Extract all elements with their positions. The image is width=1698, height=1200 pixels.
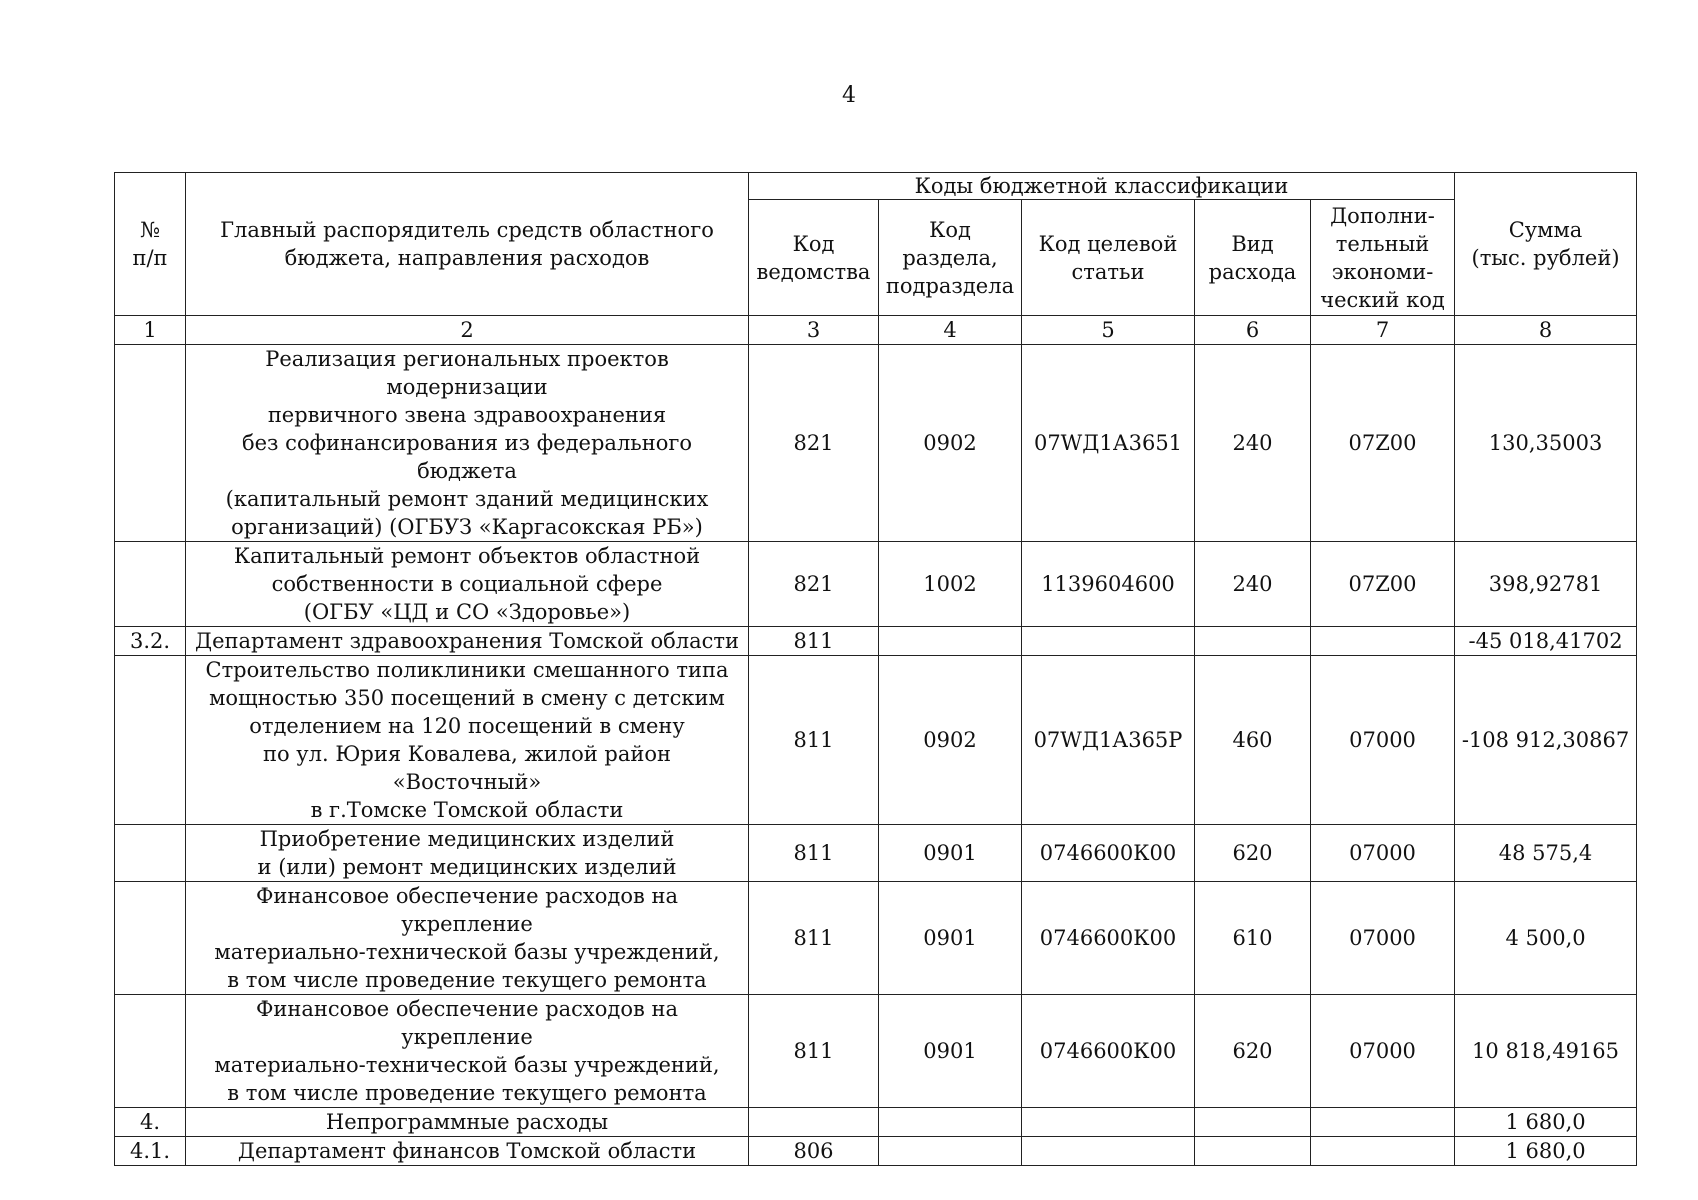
- cell-dept: 811: [749, 627, 879, 656]
- cell-sum: -108 912,30867: [1455, 656, 1637, 825]
- cell-no: [115, 542, 186, 627]
- header-dept-label: Код ведомства: [756, 231, 871, 284]
- cell-dept: 811: [749, 656, 879, 825]
- cell-sum: 4 500,0: [1455, 882, 1637, 995]
- cell-target: 07WД1А3651: [1022, 345, 1195, 542]
- table-row: [115, 656, 1637, 825]
- header-section-label: Код раздела, подраздела: [885, 217, 1015, 298]
- table-row: [115, 1108, 1637, 1137]
- cell-dept: 821: [749, 345, 879, 542]
- header-extra-label: Дополни- тельный экономи- ческий код: [1320, 203, 1445, 312]
- header-name-label: Главный распорядитель средств областного бюджета, направления расходов: [220, 218, 714, 270]
- cell-target: [1022, 627, 1195, 656]
- cell-section: 0901: [879, 995, 1022, 1108]
- column-number: 7: [1311, 316, 1455, 345]
- cell-no: [115, 656, 186, 825]
- cell-type: 610: [1195, 882, 1311, 995]
- column-number: 4: [879, 316, 1022, 345]
- cell-dept: [749, 1108, 879, 1137]
- cell-name: Департамент финансов Томской области: [186, 1137, 749, 1166]
- cell-extra: [1311, 1108, 1455, 1137]
- cell-section: 0902: [879, 345, 1022, 542]
- cell-no: 4.: [115, 1108, 186, 1137]
- table-row: [115, 542, 1637, 627]
- cell-section: 0901: [879, 882, 1022, 995]
- column-number: 3: [749, 316, 879, 345]
- header-no-label: № п/п: [132, 218, 168, 270]
- column-number: 5: [1022, 316, 1195, 345]
- table-row: [115, 882, 1637, 995]
- header-codes-group-label: Коды бюджетной классификации: [914, 174, 1289, 199]
- cell-extra: [1311, 1137, 1455, 1166]
- cell-dept: 811: [749, 995, 879, 1108]
- column-number: 8: [1455, 316, 1637, 345]
- cell-type: [1195, 1108, 1311, 1137]
- cell-type: 240: [1195, 542, 1311, 627]
- header-section: [879, 200, 1022, 316]
- cell-extra: [1311, 627, 1455, 656]
- budget-table: [114, 172, 1637, 1166]
- header-row-top: [115, 173, 1637, 200]
- cell-name: Финансовое обеспечение расходов на укрепление материально-технической базы учреждений, в том числе проведение текущего ремонта: [186, 995, 749, 1108]
- cell-target: 0746600К00: [1022, 995, 1195, 1108]
- table-row: [115, 995, 1637, 1108]
- cell-no: 3.2.: [115, 627, 186, 656]
- cell-sum: 10 818,49165: [1455, 995, 1637, 1108]
- header-type: [1195, 200, 1311, 316]
- column-number: 1: [115, 316, 186, 345]
- cell-no: [115, 825, 186, 882]
- cell-name: Капитальный ремонт объектов областной собственности в социальной сфере (ОГБУ «ЦД и СО «Здоровье»): [186, 542, 749, 627]
- cell-section: [879, 1108, 1022, 1137]
- cell-type: [1195, 1137, 1311, 1166]
- cell-name: Приобретение медицинских изделий и (или) ремонт медицинских изделий: [186, 825, 749, 882]
- header-target: [1022, 200, 1195, 316]
- cell-name: Реализация региональных проектов модернизации первичного звена здравоохранения без софинансирования из федерального бюджета (капитальный ремонт зданий медицинских организаций) (ОГБУЗ «Каргасокская РБ»): [186, 345, 749, 542]
- cell-no: [115, 345, 186, 542]
- cell-dept: 821: [749, 542, 879, 627]
- table-row: [115, 825, 1637, 882]
- cell-section: 0902: [879, 656, 1022, 825]
- cell-type: [1195, 627, 1311, 656]
- header-extra: [1311, 200, 1455, 316]
- cell-dept: 806: [749, 1137, 879, 1166]
- cell-target: [1022, 1137, 1195, 1166]
- cell-extra: 07000: [1311, 882, 1455, 995]
- cell-type: 240: [1195, 345, 1311, 542]
- page-number: 4: [842, 83, 856, 108]
- cell-name: Департамент здравоохранения Томской области: [186, 627, 749, 656]
- header-sum-label: Сумма (тыс. рублей): [1471, 218, 1620, 270]
- cell-target: 07WД1А365Р: [1022, 656, 1195, 825]
- cell-section: [879, 1137, 1022, 1166]
- cell-section: 0901: [879, 825, 1022, 882]
- cell-extra: 07000: [1311, 825, 1455, 882]
- cell-extra: 07000: [1311, 656, 1455, 825]
- table-row: [115, 345, 1637, 542]
- table-body: [115, 173, 1637, 1166]
- cell-name: Финансовое обеспечение расходов на укрепление материально-технической базы учреждений, в том числе проведение текущего ремонта: [186, 882, 749, 995]
- cell-sum: 398,92781: [1455, 542, 1637, 627]
- cell-extra: 07000: [1311, 995, 1455, 1108]
- cell-type: 620: [1195, 825, 1311, 882]
- cell-sum: -45 018,41702: [1455, 627, 1637, 656]
- column-number: 2: [186, 316, 749, 345]
- cell-sum: 48 575,4: [1455, 825, 1637, 882]
- cell-extra: 07Z00: [1311, 345, 1455, 542]
- cell-target: 0746600К00: [1022, 825, 1195, 882]
- cell-dept: 811: [749, 882, 879, 995]
- header-dept: [749, 200, 879, 316]
- cell-dept: 811: [749, 825, 879, 882]
- header-codes-group: [749, 173, 1455, 200]
- header-name: [186, 173, 749, 316]
- cell-no: 4.1.: [115, 1137, 186, 1166]
- header-no: [115, 173, 186, 316]
- numbering-row: [115, 316, 1637, 345]
- header-sum: [1455, 173, 1637, 316]
- cell-sum: 1 680,0: [1455, 1108, 1637, 1137]
- cell-target: 0746600К00: [1022, 882, 1195, 995]
- cell-target: [1022, 1108, 1195, 1137]
- cell-type: 460: [1195, 656, 1311, 825]
- cell-section: 1002: [879, 542, 1022, 627]
- cell-name: Строительство поликлиники смешанного типа мощностью 350 посещений в смену с детским отделением на 120 посещений в смену по ул. Юрия Ковалева, жилой район «Восточный» в г.Томске Томской области: [186, 656, 749, 825]
- column-number: 6: [1195, 316, 1311, 345]
- cell-section: [879, 627, 1022, 656]
- cell-name: Непрограммные расходы: [186, 1108, 749, 1137]
- cell-no: [115, 995, 186, 1108]
- header-target-label: Код целевой статьи: [1038, 231, 1178, 284]
- cell-target: 1139604600: [1022, 542, 1195, 627]
- cell-no: [115, 882, 186, 995]
- cell-sum: 130,35003: [1455, 345, 1637, 542]
- cell-sum: 1 680,0: [1455, 1137, 1637, 1166]
- table-row: [115, 1137, 1637, 1166]
- table-row: [115, 627, 1637, 656]
- cell-type: 620: [1195, 995, 1311, 1108]
- header-type-label: Вид расхода: [1208, 231, 1297, 284]
- cell-extra: 07Z00: [1311, 542, 1455, 627]
